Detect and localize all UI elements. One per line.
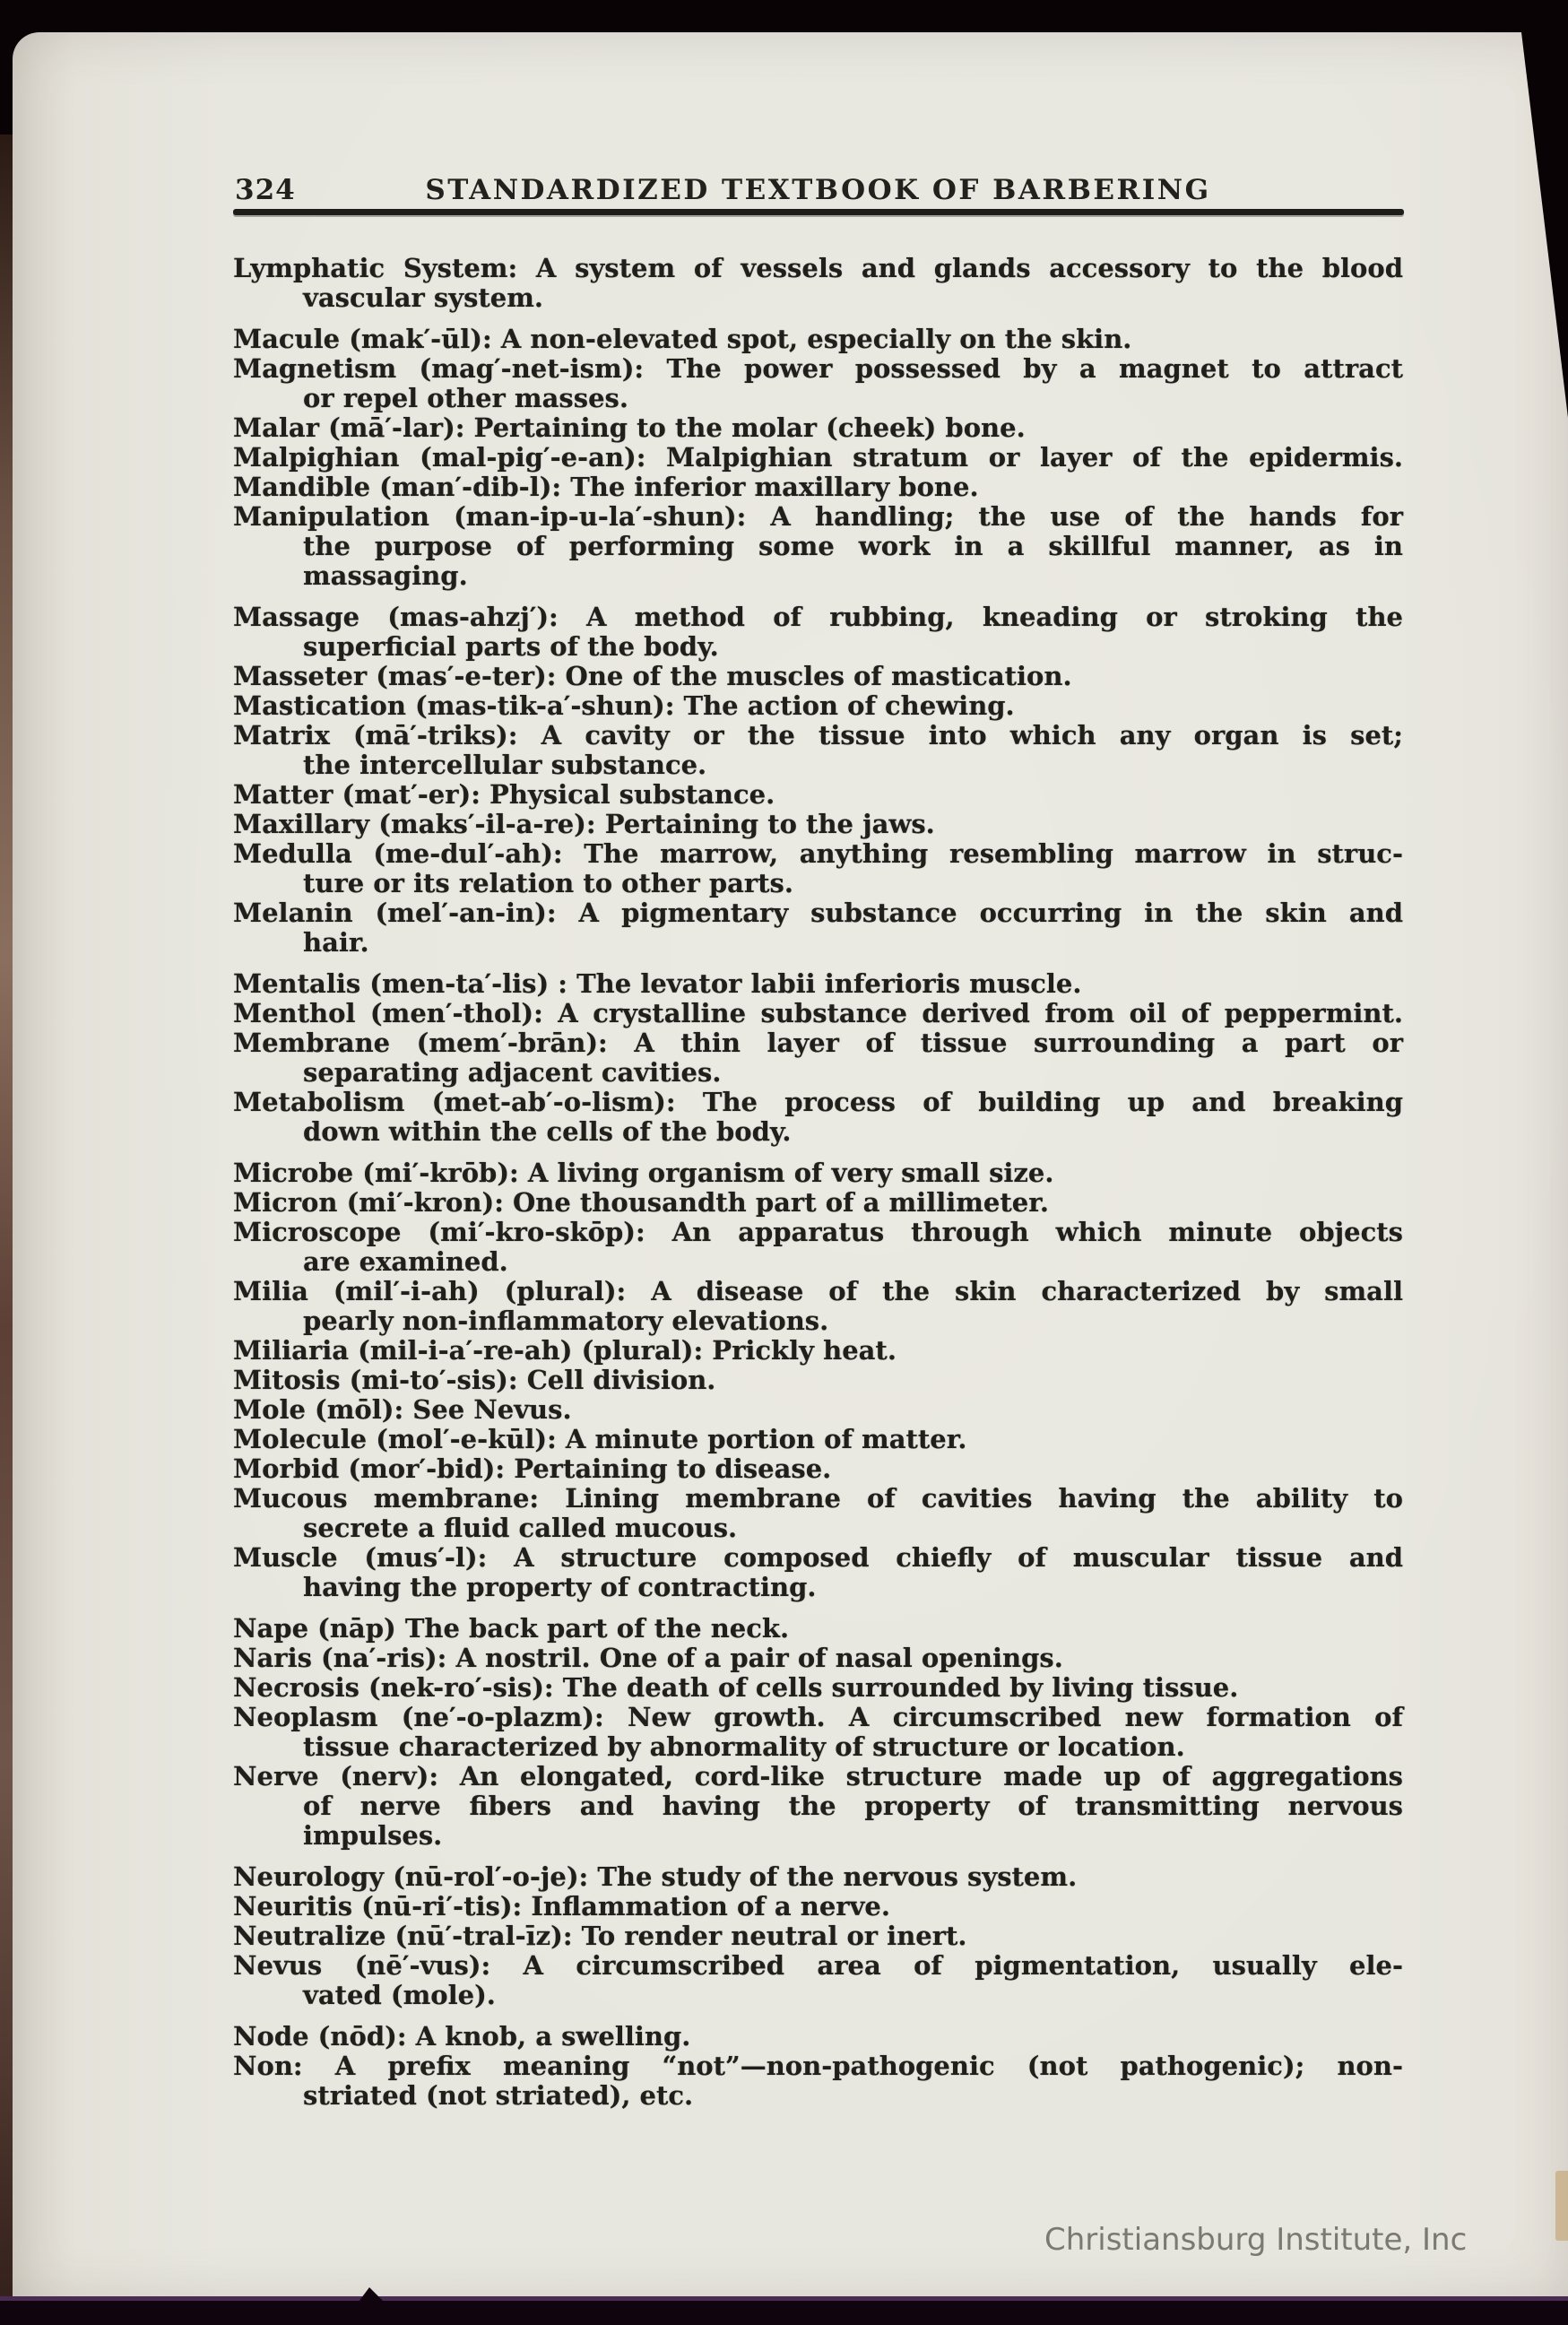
glossary-entry xyxy=(233,2052,1403,2111)
glossary-entry-line: Neuritis (nū-ri′-tis): Inflammation of a nerve. xyxy=(233,1891,890,1922)
glossary-entry-line: Mentalis (men-ta′-lis) : The levator labii inferioris muscle. xyxy=(233,968,1082,999)
glossary-entry-line: hair. xyxy=(303,927,369,958)
glossary-entry-line: striated (not striated), etc. xyxy=(303,2080,694,2111)
glossary-entry-line: Muscle (mus′-l): A structure composed chiefly of muscular tissue and xyxy=(233,1542,1403,1573)
glossary-entry-line: the intercellular substance. xyxy=(303,750,707,780)
glossary-entry-line: ture or its relation to other parts. xyxy=(303,868,793,898)
glossary-entry xyxy=(233,473,1403,502)
glossary-entry xyxy=(233,325,1403,354)
glossary-entry xyxy=(233,780,1403,810)
glossary-entry-line: Melanin (mel′-an-in): A pigmentary substance occurring in the skin and xyxy=(233,898,1403,928)
glossary-entry xyxy=(233,1762,1403,1851)
glossary-entry-line: Matter (mat′-er): Physical substance. xyxy=(233,779,775,810)
glossary-entry xyxy=(233,1951,1403,2010)
page-header xyxy=(233,174,1403,204)
glossary-entry-line: Nerve (nerv): An elongated, cord-like structure made up of aggregations xyxy=(233,1761,1403,1791)
glossary-entry xyxy=(233,502,1403,591)
glossary-entry xyxy=(233,254,1403,313)
glossary-entry-line: Nape (nāp) The back part of the neck. xyxy=(233,1613,790,1644)
glossary-entry-line: Masseter (mas′-e-ter): One of the muscles of mastication. xyxy=(233,661,1072,691)
glossary-entry-line: of nerve fibers and having the property of transmitting nervous xyxy=(303,1791,1403,1821)
glossary-entry-line: Naris (na′-ris): A nostril. One of a pair of nasal openings. xyxy=(233,1643,1063,1673)
glossary-entry xyxy=(233,1673,1403,1703)
book-page xyxy=(13,32,1568,2301)
glossary-entry-line: Mandible (man′-dib-l): The inferior maxillary bone. xyxy=(233,472,979,502)
glossary-entry-line: Morbid (mor′-bid): Pertaining to disease. xyxy=(233,1453,832,1484)
page-edge-tape-spot xyxy=(1555,2171,1568,2241)
glossary-entry-line: massaging. xyxy=(303,560,468,591)
glossary-entry-line: impulses. xyxy=(303,1820,443,1851)
glossary-entry-line: Massage (mas-ahzj′): A method of rubbing, kneading or stroking the xyxy=(233,602,1403,632)
glossary-entry xyxy=(233,1543,1403,1602)
glossary-entry-line: Lymphatic System: A system of vessels and glands accessory to the blood xyxy=(233,253,1403,283)
glossary-entry xyxy=(233,999,1403,1028)
glossary-entry xyxy=(233,969,1403,999)
page-number: 324 xyxy=(235,174,296,206)
header-rule xyxy=(233,209,1404,215)
glossary-entry-line: vated (mole). xyxy=(303,1980,496,2010)
glossary-entry-line: tissue characterized by abnormality of structure or location. xyxy=(303,1731,1185,1762)
watermark: Christiansburg Institute, Inc xyxy=(1044,2222,1468,2258)
glossary-entry xyxy=(233,662,1403,691)
glossary-entry-line: Mole (mōl): See Nevus. xyxy=(233,1394,572,1425)
glossary-entry xyxy=(233,1088,1403,1147)
page-edge-notch xyxy=(359,2287,384,2302)
glossary-entry xyxy=(233,1892,1403,1922)
glossary-entry-line: Medulla (me-dul′-ah): The marrow, anything resembling marrow in struc- xyxy=(233,838,1403,869)
glossary-entry-line: Macule (mak′-ūl): A non-elevated spot, especially on the skin. xyxy=(233,324,1132,354)
glossary-entry-line: Magnetism (mag′-net-ism): The power possessed by a magnet to attract xyxy=(233,353,1403,384)
glossary-entry-line: Menthol (men′-thol): A crystalline substance derived from oil of peppermint. xyxy=(233,998,1403,1028)
scan-bottom-edge xyxy=(0,2296,1568,2325)
glossary-entry xyxy=(233,810,1403,839)
glossary-entry xyxy=(233,1703,1403,1762)
glossary-entry xyxy=(233,1188,1403,1218)
glossary-entry-line: separating adjacent cavities. xyxy=(303,1057,722,1088)
glossary-entry-line: Malpighian (mal-pig′-e-an): Malpighian stratum or layer of the epidermis. xyxy=(233,442,1403,473)
glossary-entry-line: Non: A prefix meaning “not”—non-pathogenic (not pathogenic); non- xyxy=(233,2051,1403,2081)
glossary xyxy=(233,254,1403,2111)
glossary-entry xyxy=(233,1644,1403,1673)
glossary-entry-line: superficial parts of the body. xyxy=(303,631,719,662)
glossary-entry xyxy=(233,1366,1403,1395)
glossary-entry-line: Microscope (mi′-kro-skōp): An apparatus through which minute objects xyxy=(233,1217,1403,1247)
glossary-entry xyxy=(233,898,1403,958)
glossary-entry-line: Necrosis (nek-ro′-sis): The death of cells surrounded by living tissue. xyxy=(233,1672,1239,1703)
page-title: STANDARDIZED TEXTBOOK OF BARBERING xyxy=(425,174,1211,206)
glossary-entry-line: Maxillary (maks′-il-a-re): Pertaining to the jaws. xyxy=(233,809,935,839)
glossary-entry xyxy=(233,1028,1403,1088)
glossary-entry xyxy=(233,839,1403,898)
glossary-entry-line: Molecule (mol′-e-kūl): A minute portion of matter. xyxy=(233,1424,967,1454)
glossary-entry-line: secrete a fluid called mucous. xyxy=(303,1513,738,1543)
glossary-entry xyxy=(233,1158,1403,1188)
glossary-entry-line: Micron (mi′-kron): One thousandth part of a millimeter. xyxy=(233,1187,1049,1218)
glossary-entry xyxy=(233,1614,1403,1644)
glossary-entry xyxy=(233,1484,1403,1543)
glossary-entry-line: Metabolism (met-ab′-o-lism): The process of building up and breaking xyxy=(233,1087,1403,1117)
glossary-entry-line: Mucous membrane: Lining membrane of cavities having the ability to xyxy=(233,1483,1403,1514)
glossary-entry-line: Milia (mil′-i-ah) (plural): A disease of the skin characterized by small xyxy=(233,1276,1403,1306)
glossary-entry xyxy=(233,1277,1403,1336)
glossary-entry xyxy=(233,354,1403,413)
glossary-entry-line: Matrix (mā′-triks): A cavity or the tissue into which any organ is set; xyxy=(233,720,1403,750)
glossary-entry-line: vascular system. xyxy=(303,282,544,313)
glossary-entry xyxy=(233,413,1403,443)
glossary-entry-line: Microbe (mi′-krōb): A living organism of very small size. xyxy=(233,1158,1054,1188)
glossary-entry-line: Nevus (nē′-vus): A circumscribed area of pigmentation, usually ele- xyxy=(233,1950,1403,1981)
glossary-entry-line: Neutralize (nū′-tral-īz): To render neutral or inert. xyxy=(233,1921,967,1951)
glossary-entry-line: pearly non-inflammatory elevations. xyxy=(303,1306,829,1336)
glossary-entry-line: or repel other masses. xyxy=(303,383,628,413)
glossary-entry-line: are examined. xyxy=(303,1246,508,1277)
glossary-entry xyxy=(233,1862,1403,1892)
glossary-entry-line: Manipulation (man-ip-u-la′-shun): A handling; the use of the hands for xyxy=(233,501,1403,532)
glossary-entry-line: Miliaria (mil-i-a′-re-ah) (plural): Prickly heat. xyxy=(233,1335,897,1366)
glossary-entry xyxy=(233,691,1403,721)
glossary-entry-line: down within the cells of the body. xyxy=(303,1116,792,1147)
glossary-entry xyxy=(233,2022,1403,2052)
glossary-entry-line: Malar (mā′-lar): Pertaining to the molar (cheek) bone. xyxy=(233,412,1026,443)
glossary-entry-line: Membrane (mem′-brān): A thin layer of tissue surrounding a part or xyxy=(233,1028,1403,1058)
glossary-entry-line: the purpose of performing some work in a skillful manner, as in xyxy=(303,531,1403,561)
glossary-entry xyxy=(233,1425,1403,1454)
glossary-entry xyxy=(233,443,1403,473)
glossary-entry-line: Neoplasm (ne′-o-plazm): New growth. A circumscribed new formation of xyxy=(233,1702,1403,1732)
glossary-entry-line: Mitosis (mi-to′-sis): Cell division. xyxy=(233,1365,716,1395)
glossary-entry-line: having the property of contracting. xyxy=(303,1572,817,1602)
glossary-entry xyxy=(233,603,1403,662)
glossary-entry-line: Neurology (nū-rol′-o-je): The study of the nervous system. xyxy=(233,1861,1078,1892)
glossary-entry xyxy=(233,1218,1403,1277)
glossary-entry-line: Mastication (mas-tik-a′-shun): The action of chewing. xyxy=(233,690,1015,721)
glossary-entry xyxy=(233,1395,1403,1425)
glossary-entry xyxy=(233,721,1403,780)
glossary-entry xyxy=(233,1922,1403,1951)
glossary-entry-line: Node (nōd): A knob, a swelling. xyxy=(233,2021,691,2052)
glossary-entry xyxy=(233,1454,1403,1484)
glossary-entry xyxy=(233,1336,1403,1366)
